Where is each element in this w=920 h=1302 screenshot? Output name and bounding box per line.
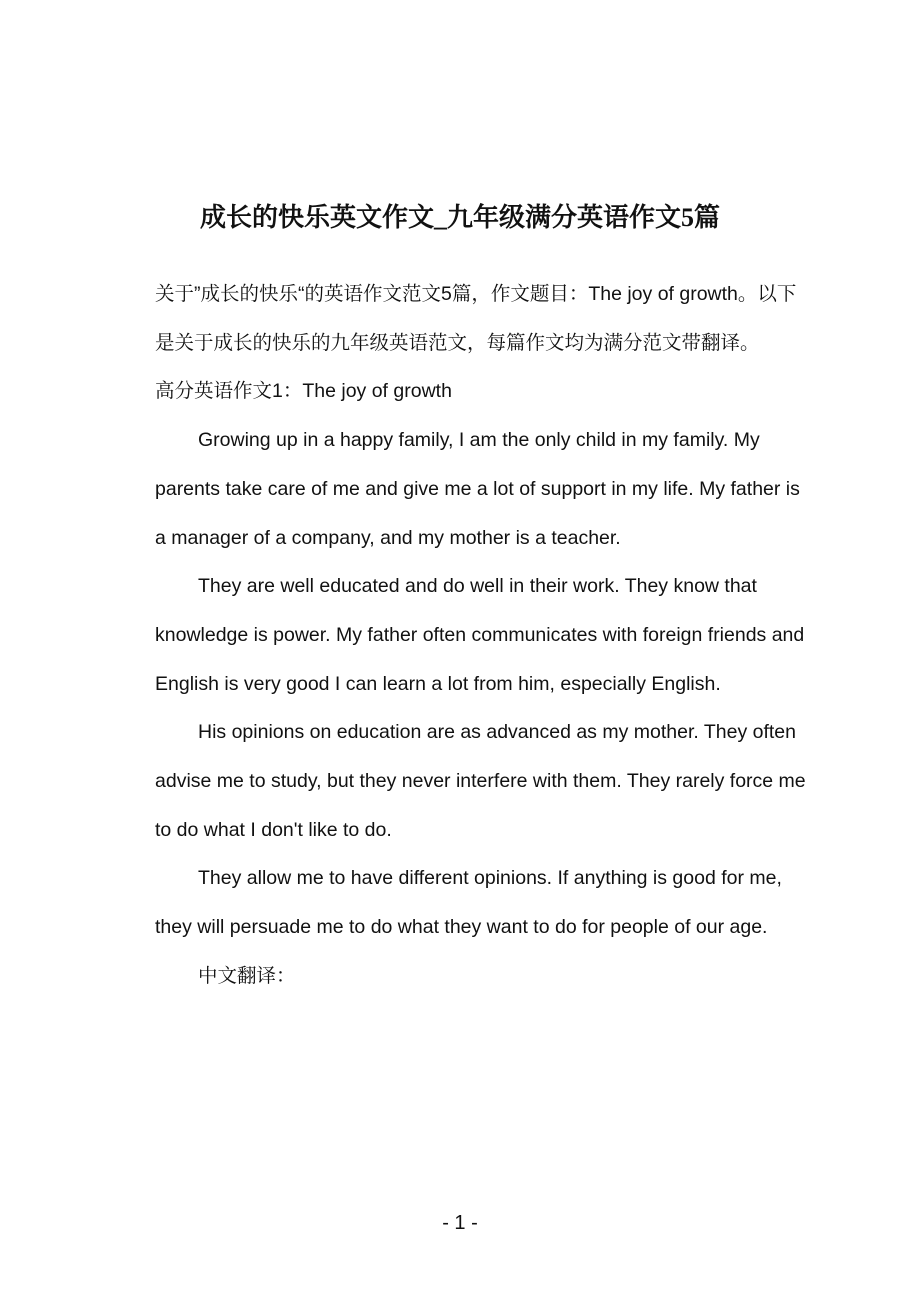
intro-paragraph: 关于”成长的快乐“的英语作文范文5篇，作文题目：The joy of growth。以下是关于成长的快乐的九年级英语范文，每篇作文均为满分范文带翻译。 (155, 283, 797, 354)
essay-paragraph-3: His opinions on education are as advanced as my mother. They often advise me to study, but they never interfere with them. They rarely force me to do what I don't like to do. (155, 721, 806, 841)
page-number: - 1 - (442, 1212, 478, 1234)
essay-paragraph-4: They allow me to have different opinions. If anything is good for me, they will persuade me to do what they want to do for people of our age. (155, 867, 782, 939)
essay-paragraph-1: Growing up in a happy family, I am the only child in my family. My parents take care of me and give me a lot of support in my life. My father is a manager of a company, and my mother is a teacher. (155, 429, 800, 549)
page-title: 成长的快乐英文作文_九年级满分英语作文5篇 (199, 203, 720, 232)
essay-paragraph-2: They are well educated and do well in their work. They know that knowledge is power. My father often communicates with foreign friends and English is very good I can learn a lot from him, especially English. (155, 575, 805, 695)
essay-heading: 高分英语作文1：The joy of growth (155, 380, 452, 403)
document-body (155, 270, 807, 1001)
translation-heading: 中文翻译： (198, 964, 296, 987)
